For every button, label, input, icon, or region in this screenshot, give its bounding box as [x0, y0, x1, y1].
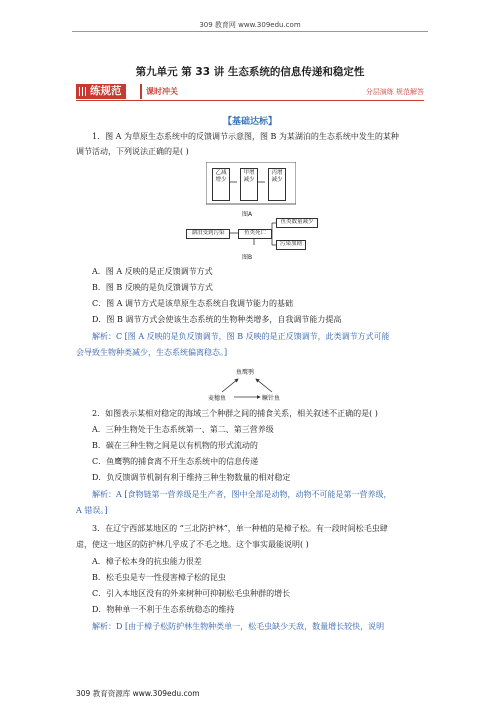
- q2-stem: 2．如图表示某相对稳定的海域三个种群之间的捕食关系，相关叙述不正确的是( ): [92, 409, 378, 418]
- q1-stem-line1: 1．图 A 为草原生态系统中的反馈调节示意图，图 B 为某湖泊的生态系统中发生的某种: [92, 132, 399, 141]
- q3-answer-line1: 解析：D [由于樟子松防护林生物种类单一，松毛虫缺少天敌，数量增长较快，说明: [92, 622, 385, 631]
- figure-a-box-1: 乙减增少: [212, 168, 230, 201]
- foodweb-top: 鱼鹰鹗: [236, 369, 255, 376]
- q3-option-a: A．樟子松本身的抗虫能力很差: [92, 557, 202, 566]
- q2-option-a: A．三种生物处于生态系统第一、第二、第三营养级: [92, 425, 274, 434]
- q3-option-b: B．松毛虫是专一性侵害樟子松的昆虫: [92, 573, 226, 582]
- section-heading: 【基础达标】: [222, 117, 277, 127]
- q1-option-d: D．图 B 调节方式会使该生态系统的生物种类增多，自我调节能力提高: [92, 315, 342, 324]
- q3-option-d: D．物种单一不利于生态系统稳态的维持: [92, 605, 235, 614]
- banner-sub-label: 课时冲关: [140, 84, 178, 99]
- q1-answer-line2: 会导致生物种类减少，生态系统偏离稳态。]: [76, 348, 228, 357]
- banner-main-label: 练规范: [76, 84, 126, 99]
- q1-option-c: C．图 A 调节方式是该草原生态系统自我调节能力的基础: [92, 299, 293, 308]
- figure-b-box-fish-death: 鱼类死亡: [238, 229, 272, 239]
- header-divider: [72, 31, 428, 32]
- q2-answer-line1: 解析：A [食物链第一营养级是生产者，图中全部是动物，动物不可能是第一营养级，: [92, 490, 392, 499]
- figure-a-caption: 图A: [242, 211, 253, 218]
- banner: [76, 84, 424, 101]
- figure-b-caption: 图B: [242, 254, 253, 261]
- q1-stem-line2: 调节活动，下列说法正确的是( ): [76, 147, 189, 156]
- q1-option-a: A．图 A 反映的是正反馈调节方式: [92, 267, 213, 276]
- page-header: 309 教育网 www.309edu.com: [199, 21, 301, 29]
- figure-a-box-2: 甲增减少: [240, 168, 258, 201]
- q3-stem-line2: 虐，使这一地区的防护林几乎成了不毛之地。这个事实最能说明( ): [76, 540, 309, 549]
- banner-right-label: 分层演练 规范解答: [365, 88, 424, 96]
- q2-option-b: B．碳在三种生物之间是以有机物的形式流动的: [92, 441, 258, 450]
- page-title: 第九单元 第 33 讲 生态系统的信息传递和稳定性: [135, 66, 365, 78]
- q2-option-c: C．鱼鹰鹗的捕食离不开生态系统中的信息传递: [92, 457, 259, 466]
- figure-b-box-lake-polluted: 湖泊受到污染: [186, 229, 230, 239]
- foodweb-arrows: [210, 372, 290, 402]
- q3-stem-line1: 3．在辽宁西部某地区的 “三北防护林”，单一种植的是樟子松。有一段时间松毛虫肆: [92, 524, 388, 533]
- foodweb-left: 麦穗鱼: [208, 395, 227, 402]
- q2-option-d: D．负反馈调节机制有利于维持三种生物数量的相对稳定: [92, 473, 291, 482]
- q3-option-c: C．引入本地区没有的外来树种可抑制松毛虫种群的增长: [92, 589, 291, 598]
- figure-b-box-fish-decrease: 鱼类数量减少: [276, 218, 318, 228]
- figure-a: [206, 162, 296, 210]
- figure-b-box-pollution-worse: 污染加剧: [276, 240, 306, 250]
- figure-a-box-3: 丙增减少: [268, 168, 286, 201]
- q2-answer-line2: A 错误。]: [76, 506, 108, 515]
- foodweb-right: 鳜针鱼: [262, 395, 281, 402]
- q1-answer-line1: 解析：C [图 A 反映的是负反馈调节，图 B 反映的是正反馈调节，此类调节方式可能: [92, 332, 390, 341]
- page-footer: 309 教育资源库 www.309edu.com: [76, 689, 200, 698]
- q1-option-b: B．图 B 反映的是负反馈调节方式: [92, 283, 213, 292]
